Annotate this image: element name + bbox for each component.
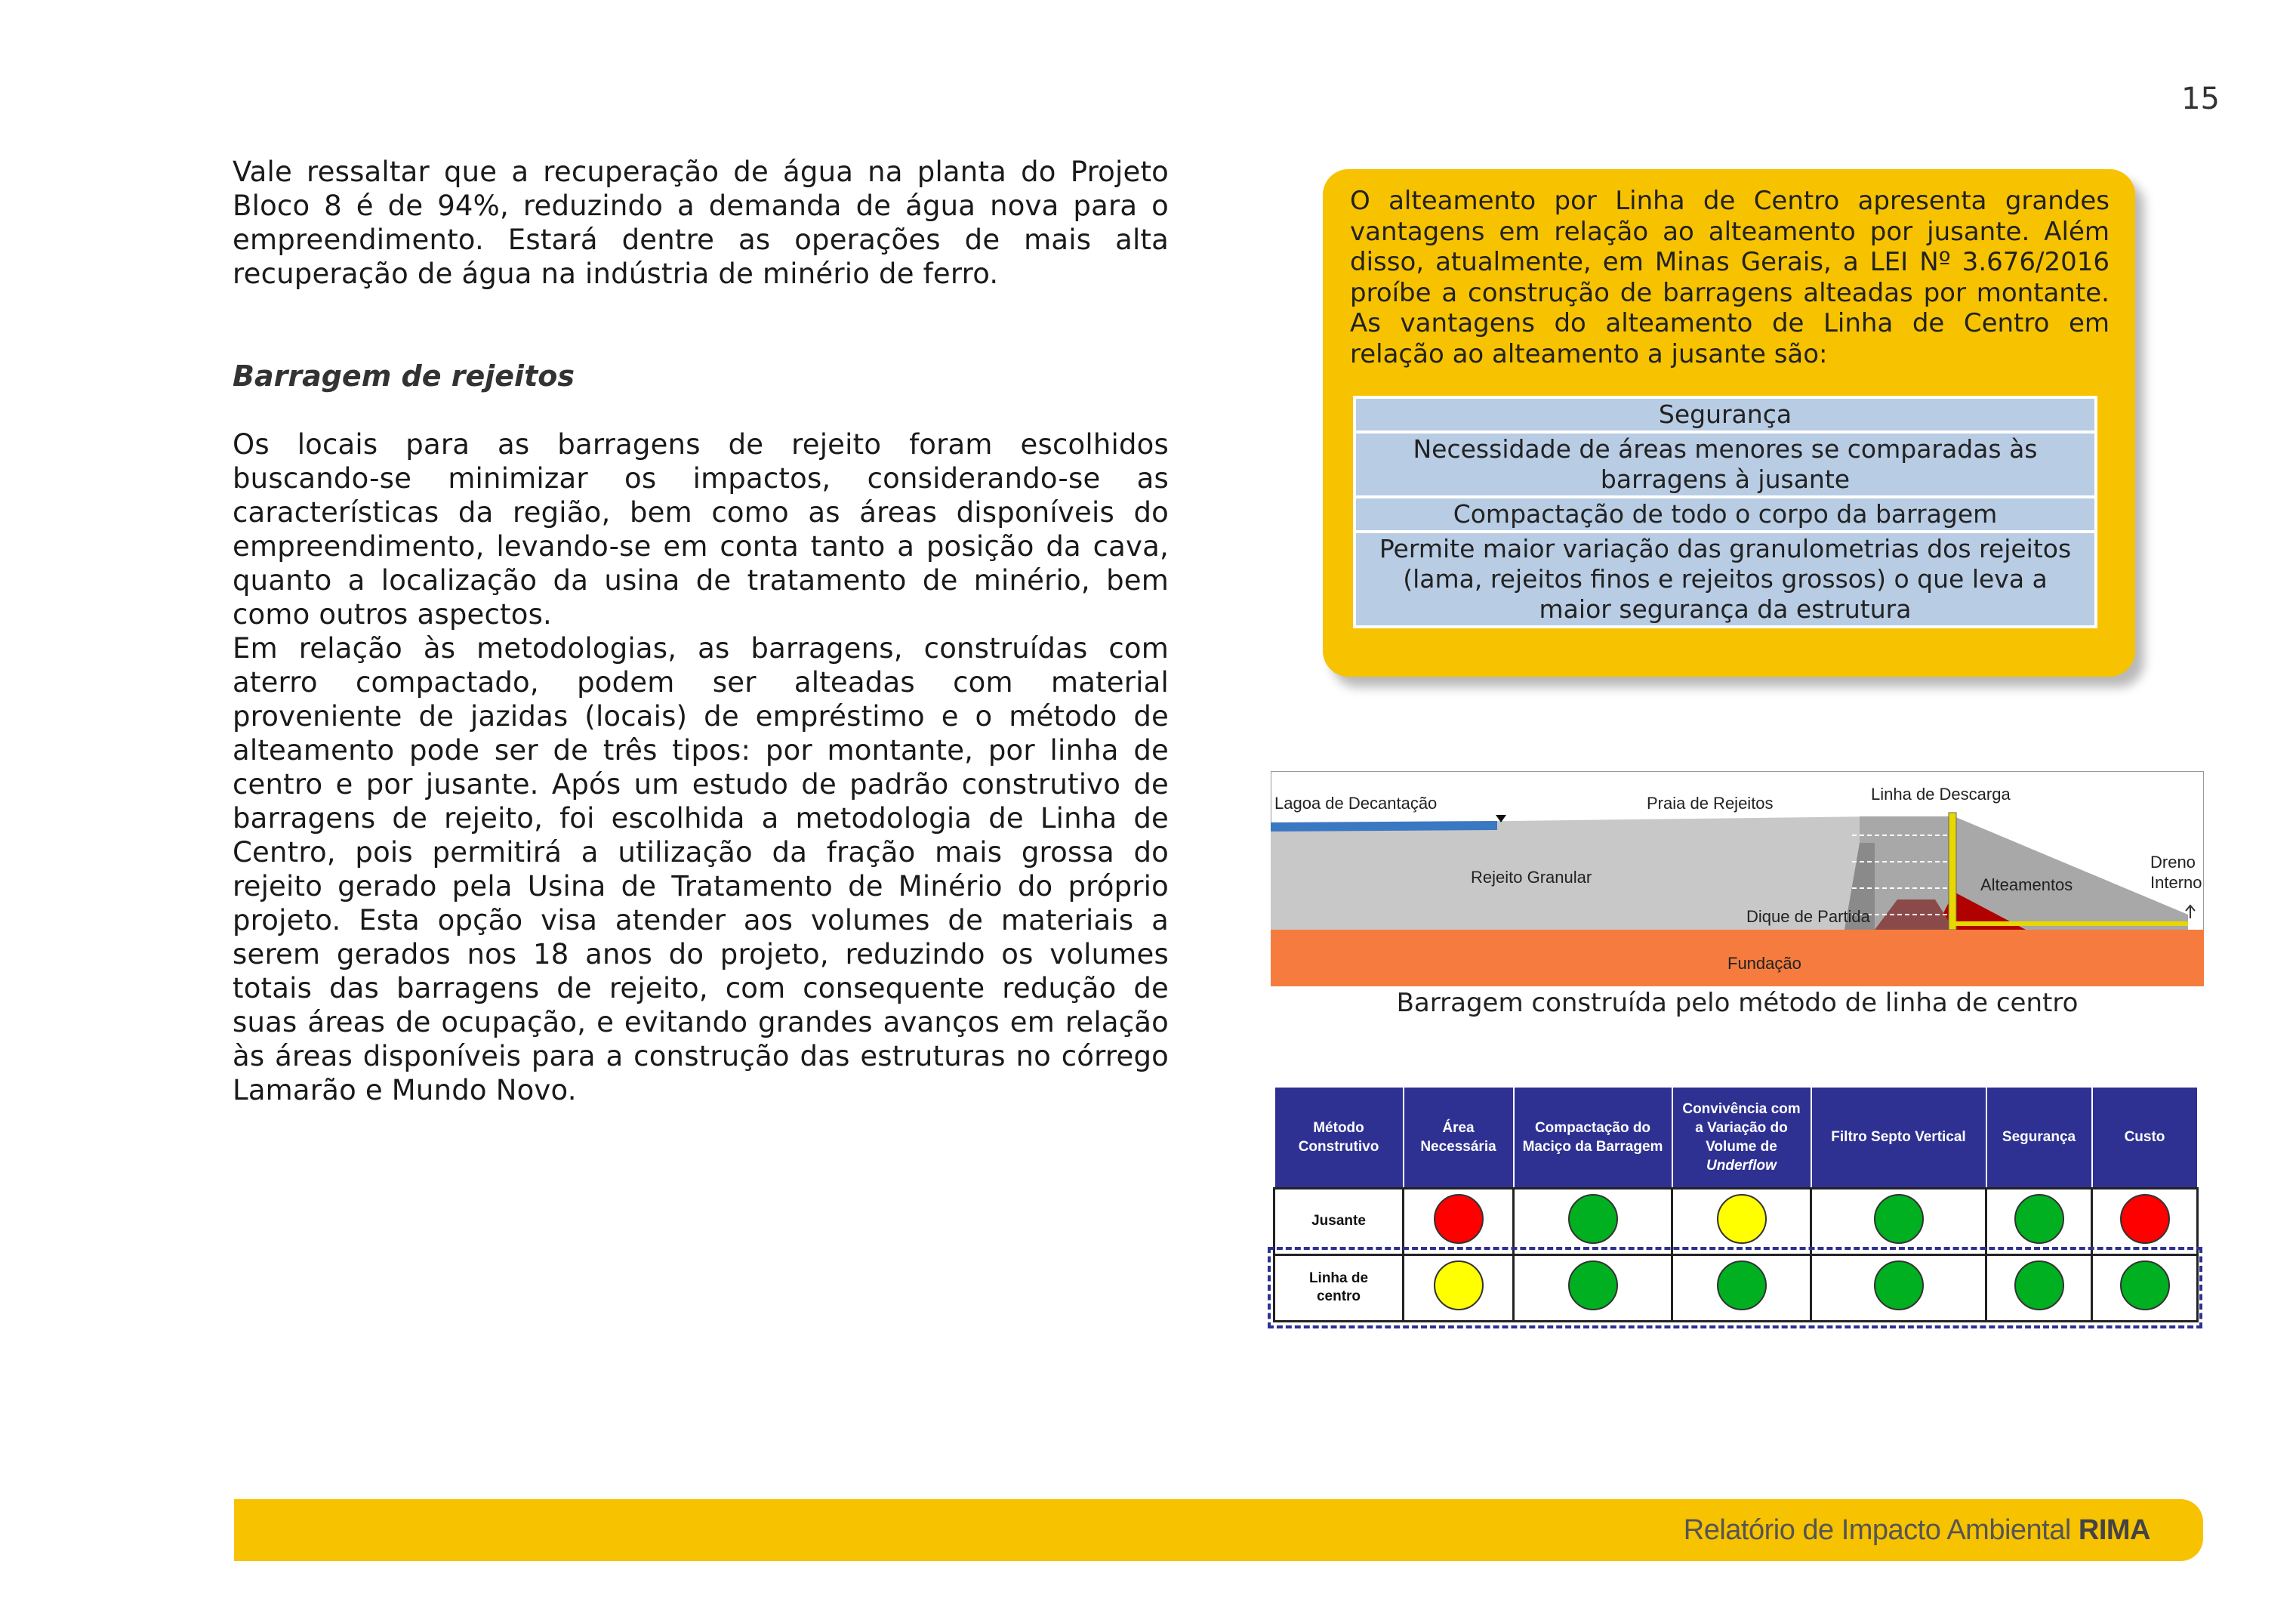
diagram-caption: Barragem construída pelo método de linha de centro — [1396, 988, 2079, 1018]
center-line — [1949, 813, 1956, 930]
label-alteamentos: Alteamentos — [1980, 875, 2073, 894]
rating-red-dot — [1434, 1194, 1484, 1244]
col-header: Área Necessária — [1404, 1087, 1514, 1188]
dam-diagram — [1271, 771, 2204, 986]
col-header — [1672, 1087, 1811, 1188]
paragraph-dam-locations: Os locais para as barragens de rejeito foram escolhidos buscando-se minimizar os impactos, considerando-se as características da região, bem como as áreas disponíveis do empreendimento, levando-se em conta tanto a posição da cava, quanto a localização da usina de tratamento de minério, bem como outros aspectos. — [233, 428, 1169, 631]
callout-box — [1323, 169, 2135, 677]
advantage-row — [1354, 397, 2096, 432]
rating-green-dot — [1568, 1194, 1618, 1244]
label-praia: Praia de Rejeitos — [1647, 794, 1774, 813]
callout-text: O alteamento por Linha de Centro apresenta grandes vantagens em relação ao alteamento por jusante. Além disso, atualmente, em Minas Gerais, a LEI Nº 3.676/2016 proíbe a construção de barragens alteadas por montante. As vantagens do alteamento de Linha de Centro em relação ao alteamento a jusante são: — [1350, 186, 2110, 369]
highlight-dashed-box — [1268, 1247, 2202, 1328]
row-label: Jusante — [1274, 1188, 1404, 1254]
water-surface — [1271, 821, 1497, 832]
footer-band — [234, 1499, 2203, 1561]
rating-cell — [1811, 1188, 1986, 1254]
rating-cell — [1672, 1188, 1811, 1254]
col-header: Segurança — [1986, 1087, 2092, 1188]
label-dreno: Dreno — [2150, 853, 2196, 872]
col-header: Método Construtivo — [1274, 1087, 1404, 1188]
label-dique: Dique de Partida — [1746, 907, 1870, 926]
advantage-row — [1354, 497, 2096, 532]
paragraph-water-recovery: Vale ressaltar que a recuperação de água na planta do Projeto Bloco 8 é de 94%, reduzindo a demanda de água nova para o empreendimento. Estará dentre as operações de mais alta recuperação de água na indústria de minério de ferro. — [233, 156, 1169, 290]
advantage-row — [1354, 432, 2096, 497]
label-fundacao: Fundação — [1727, 954, 1801, 973]
row-label-line: centro — [1316, 1288, 1361, 1304]
advantage-cell: Necessidade de áreas menores se comparadas às barragens à jusante — [1354, 432, 2096, 497]
rating-cell — [1986, 1188, 2092, 1254]
label-lagoa: Lagoa de Decantação — [1274, 794, 1438, 813]
section-heading: Barragem de rejeitos — [233, 359, 575, 393]
comparison-header-row — [1274, 1087, 2198, 1188]
col-header: Custo — [2092, 1087, 2198, 1188]
col-header: Compactação do Maciço da Barragem — [1514, 1087, 1672, 1188]
comparison-row — [1274, 1188, 2198, 1254]
advantages-table — [1353, 396, 2097, 628]
page-number: 15 — [2181, 82, 2220, 116]
label-linha: Linha de Descarga — [1871, 785, 2011, 804]
row-label-line: Linha de — [1308, 1270, 1369, 1286]
advantage-row — [1354, 532, 2096, 627]
label-interno: Interno — [2150, 873, 2202, 892]
rating-red-dot — [2120, 1194, 2170, 1244]
footer-title — [1684, 1514, 2150, 1547]
rating-cell — [1514, 1188, 1672, 1254]
col-header: Filtro Septo Vertical — [1811, 1087, 1986, 1188]
paragraph-methodologies: Em relação às metodologias, as barragens, construídas com aterro compactado, podem ser alteadas com material proveniente de jazidas (locais) de empréstimo e o método de alteamento pode ser de três tipos: por montante, por linha de centro e por jusante. Após um estudo de padrão construtivo de barragens de rejeito, foi escolhida a metodologia de Linha de Centro, pois permitirá a utilização da fração mais grossa do rejeito gerado pela Usina de Tratamento de Minério do próprio projeto. Esta opção visa atender aos volumes de materiais a serem gerados nos 18 anos do projeto, reduzindo os volumes totais das barragens de rejeito, com consequente redução de suas áreas de ocupação, e evitando grandes avanços em relação às áreas disponíveis para a construção das estruturas no córrego Lamarão e Mundo Novo. — [233, 632, 1169, 1106]
col-header-text: Convivência com a Variação do Volume de — [1682, 1100, 1801, 1155]
rating-green-dot — [2014, 1194, 2064, 1244]
advantage-cell: Segurança — [1354, 397, 2096, 432]
rating-green-dot — [1874, 1194, 1924, 1244]
footer-title-text: Relatório de Impacto Ambiental — [1683, 1514, 2071, 1546]
footer-brand: RIMA — [2078, 1514, 2150, 1546]
advantage-cell: Permite maior variação das granulometrias dos rejeitos (lama, rejeitos finos e rejeitos grossos) o que leva a maior segurança da estrutura — [1354, 532, 2096, 627]
rating-cell — [2092, 1188, 2198, 1254]
rating-cell — [1404, 1188, 1514, 1254]
label-granular: Rejeito Granular — [1471, 868, 1592, 887]
col-header-italic: Underflow — [1706, 1157, 1777, 1174]
rating-yellow-dot — [1717, 1194, 1767, 1244]
advantage-cell: Compactação de todo o corpo da barragem — [1354, 497, 2096, 532]
